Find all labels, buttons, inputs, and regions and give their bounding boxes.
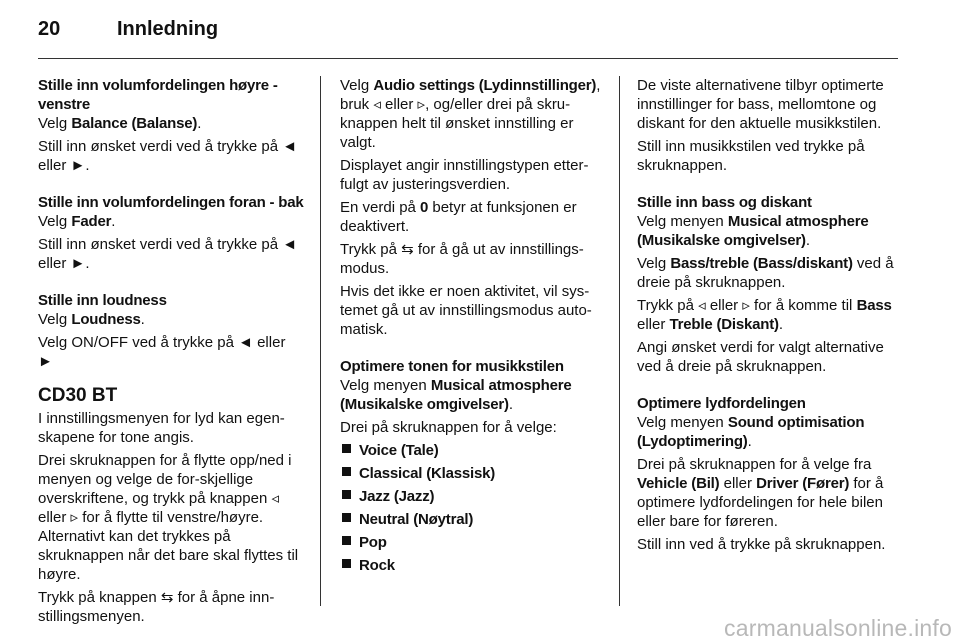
subheading-balance: Stille inn volumfordelingen høyre - venstre: [38, 77, 278, 113]
subheading-bass-treble: Stille inn bass og diskant: [637, 194, 812, 211]
paragraph: Trykk på ◃ eller ▹ for å komme til Bass eller Treble (Diskant).: [637, 297, 892, 333]
paragraph: Still inn musikkstilen ved trykke på skruknappen.: [637, 138, 865, 174]
paragraph: Velg menyen Sound optimisation (Lydoptimering).: [637, 414, 865, 450]
paragraph: Still inn ønsket verdi ved å trykke på ◄ eller ►.: [38, 138, 298, 174]
paragraph: Velg Fader.: [38, 213, 116, 230]
paragraph: Drei på skruknappen for å velge fra Vehicle (Bil) eller Driver (Fører) for å optimere lydfordelingen for hele bilen eller bare for føreren.: [637, 456, 884, 530]
paragraph: Velg Audio settings (Lydinnstillinger), bruk ◃ eller ▹, og/eller drei på skru-knappen helt til ønsket innstilling er valgt.: [340, 77, 601, 151]
column-divider-2: [619, 76, 620, 606]
music-style-list: [340, 441, 603, 575]
paragraph: Drei på skruknappen for å velge:: [340, 419, 557, 436]
paragraph: Hvis det ikke er noen aktivitet, vil sys-temet gå ut av innstillingsmodus auto-matisk.: [340, 283, 592, 338]
page-header: [38, 20, 218, 46]
paragraph: Drei skruknappen for å flytte opp/ned i menyen og velge de for-skjellige overskriftene, og trykk på knappen ◃ eller ▹ for å flytte til venstre/høyre. Alternativt kan det trykkes på skruknappen når det bare skal flyttes til høyre.: [38, 452, 299, 583]
paragraph: Still inn ved å trykke på skruknappen.: [637, 536, 886, 553]
column-3: [637, 76, 903, 558]
paragraph: Displayet angir innstillingstypen etter-fulgt av justeringsverdien.: [340, 157, 589, 193]
bullet-icon: [342, 536, 351, 545]
subheading-loudness: Stille inn loudness: [38, 292, 167, 309]
paragraph: En verdi på 0 betyr at funksjonen er deaktivert.: [340, 199, 577, 235]
subheading-fader: Stille inn volumfordelingen foran - bak: [38, 194, 304, 211]
paragraph: Velg menyen Musical atmosphere (Musikalske omgivelser).: [340, 377, 572, 413]
bullet-icon: [342, 559, 351, 568]
page-number: 20: [38, 18, 61, 40]
list-item: Rock: [340, 556, 603, 575]
paragraph: Trykk på knappen ⇆ for å åpne inn-stillingsmenyen.: [38, 589, 275, 625]
subheading-music-style: Optimere tonen for musikkstilen: [340, 358, 564, 375]
list-item: Jazz (Jazz): [340, 487, 603, 506]
paragraph: Velg ON/OFF ved å trykke på ◄ eller ►: [38, 334, 286, 370]
paragraph: Velg Bass/treble (Bass/diskant) ved å dreie på skruknappen.: [637, 255, 894, 291]
bullet-icon: [342, 513, 351, 522]
list-item: Classical (Klassisk): [340, 464, 603, 483]
paragraph: Trykk på ⇆ for å gå ut av innstillings-modus.: [340, 241, 584, 277]
bullet-icon: [342, 467, 351, 476]
paragraph: Velg Loudness.: [38, 311, 145, 328]
section-heading-cd30bt: CD30 BT: [38, 385, 118, 406]
paragraph: De viste alternativene tilbyr optimerte innstillinger for bass, mellomtone og diskant for den aktuelle musikkstilen.: [637, 77, 884, 132]
subheading-sound-distribution: Optimere lydfordelingen: [637, 395, 806, 412]
section-title: Innledning: [117, 18, 219, 40]
list-item: Neutral (Nøytral): [340, 510, 603, 529]
paragraph: I innstillingsmenyen for lyd kan egen-skapene for tone angis.: [38, 410, 285, 446]
list-item: Pop: [340, 533, 603, 552]
paragraph: Angi ønsket verdi for valgt alternative ved å dreie på skruknappen.: [637, 339, 884, 375]
paragraph: Velg menyen Musical atmosphere (Musikalske omgivelser).: [637, 213, 869, 249]
watermark: carmanualsonline.info: [724, 615, 952, 641]
column-divider-1: [320, 76, 321, 606]
column-2: [340, 76, 603, 579]
paragraph: Still inn ønsket verdi ved å trykke på ◄ eller ►.: [38, 236, 298, 272]
header-rule: [38, 58, 898, 59]
bullet-icon: [342, 490, 351, 499]
bullet-icon: [342, 444, 351, 453]
column-1: [38, 76, 304, 630]
list-item: Voice (Tale): [340, 441, 603, 460]
paragraph: Velg Balance (Balanse).: [38, 115, 202, 132]
